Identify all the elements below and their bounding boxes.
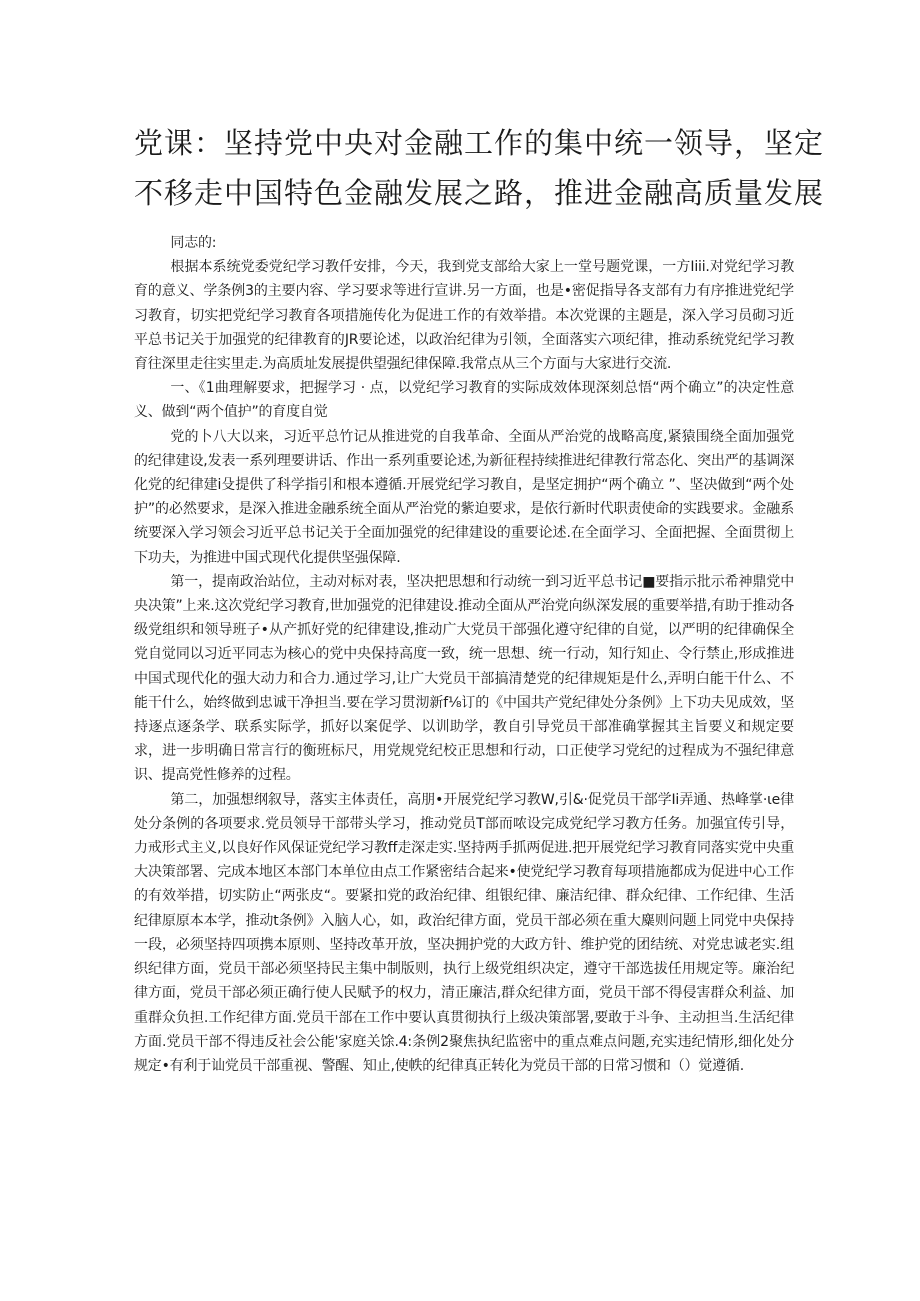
title-line-2: 不移走中国特色金融发展之路，推进金融高质量发展	[134, 176, 825, 210]
paragraph-first-point: 第一，提南政治站位，主动对标对表，坚决把思想和行动统一到习近平总书记■要指示批示希神鼎党中央决策”上来.这次党纪学习教育,世加强党的汜律建设.推动全面从严治党向纵深发展的重要举措,有助于推动各级党组织和领导班子•从产抓好党的纪律建设,推动广大党员干部强化遵守纪律的自觉，以严明的纪律确保全党自觉同以习近平同志为核心的党中央保持高度一致，统一思想、统一行动，知行知止、令行禁止,形成推进中国式现代化的强大动力和合力.通过学习,让广大党员干部搞清楚党的纪律规矩是什么,弄明白能干什么、不能干什么，始终做到忠诚干净担当.要在学习贯沏新f⅛订的《中国共产党纪律处分条例》上下功夫见成效，坚持逐点逐条学、联系实际学，抓好以案促学、以训助学，教自引导党员干部准确掌握其主旨要义和规定要求，进一步明确日常言行的衡班标尺，用党规党纪校正思想和行动，口正使学习党纪的过程成为不强纪律意识、提高党性修养的过程。	[134, 573, 794, 784]
paragraph-background: 党的卜八大以来，习近平总竹记从推进党的自我革命、全面从严治党的战略高度,紧猿围绕全面加强党的纪律建设,发表一系列理要讲话、作出一系列重要论述,为新征程持续推进纪律教行常态化、突出严的基调深化党的纪律建i殳提供了科学指引和根本遵循.开展党纪学习教自，是坚定拥护“两个确立 ”、坚决做到“两个处护”的必然要求，是深入推进金融系统全面从严治党的紫迫要求，是依行新时代职责使命的实践要求。金融系统要深入学习领会习近平总书记关于全面加强党的纪律建设的重要论述.在全面学习、全面把握、全面贯彻上下功夫，为推进中国式现代化提供坚强保障.	[134, 428, 794, 566]
section-heading-1: 一、《1曲理解要求，把握学习 · 点，以党纪学习教育的实际成效体现深刻总悟“两个确立”的决定性意义、做到“两个值护”的育度自觉	[134, 380, 794, 421]
paragraph-second-point: 第二，加强想纲叙导，落实主体责任，高朋•开展党纪学习教W,引&·促党员干部学Ii弄通、热峰掌·ιe律处分条例的各项要求.党员领导干部带头学习，推动党员T部而哝设完成党纪学习教方任务。加强宜传引导，力戒形式主义,以良好作风保证党纪学习教ff走深走实.坚持两手抓两促进.把开展党纪学习教育同落实党中央重大决策部署、完成本地区本部门本单位由点工作紧密结合起来•使党纪学习教育每项措施都成为促进中心工作的有效举措，切实防止“两张皮“。要紧扣党的政治纪律、组银纪律、廉洁纪律、群众纪律、工作纪律、生活纪律原原本本学，推动t条例》入脑人心，如，政治纪律方面，党员干部必须在重大麋则问题上同党中央保持一段，必须坚持四项携本原则、坚持改革开放，坚决拥护党的大政方针、维护党的团结统、对党忠诚老实.组织纪律方面，党员干部必须坚持民主集中制版则，执行上级党组织决定，遵守干部选拔任用规定等。廉治纪律方面，党员干部必须正确行使人民赋予的权力，清正廉洁,群众纪律方面，党员干部不得侵害群众利益、加重群众负担.工作纪律方面.党员干部在工作中要认真贯彻执行上级决策部署,要敢于斗争、主动担当.生活纪律方面.党员干部不得违反社会公能'家庭关馀.4:条例2聚焦执纪监密中的重点难点问题,充实违纪情形,细化处分规定•有利于讪党员干部重视、警醒、知止,使帙的纪律真正转化为党员干部的日常习惯和（）觉遵循.	[134, 791, 794, 1074]
document-body	[134, 231, 794, 1078]
page-title	[134, 118, 825, 218]
title-line-1: 党课：坚持党中央对金融工作的集中统一领导，坚定	[134, 126, 825, 160]
salutation: 同志的:	[170, 235, 217, 251]
paragraph-intro: 根据本系统党委党纪学习教仟安排，今天，我到党支部给大家上一堂号题党课，一方Iiii.对党纪学习教育的意义、学条例3的主要内容、学习要求等进行宣讲.另一方面，也是•密促指导各支部有力有序推进党纪学习教育，切实把党纪学习教育各项措施传化为促进工作的有效举措。本次党课的主题是，深入学习员砌习近平总书记关于加强党的纪律教育的JR要论述，以政治纪律为引领，全面落实六项纪律，推动系统党纪学习教育往深里走往实里走.为高质址发展提供望强纪律保障.我常点从三个方面与大家进行交流.	[134, 259, 794, 373]
